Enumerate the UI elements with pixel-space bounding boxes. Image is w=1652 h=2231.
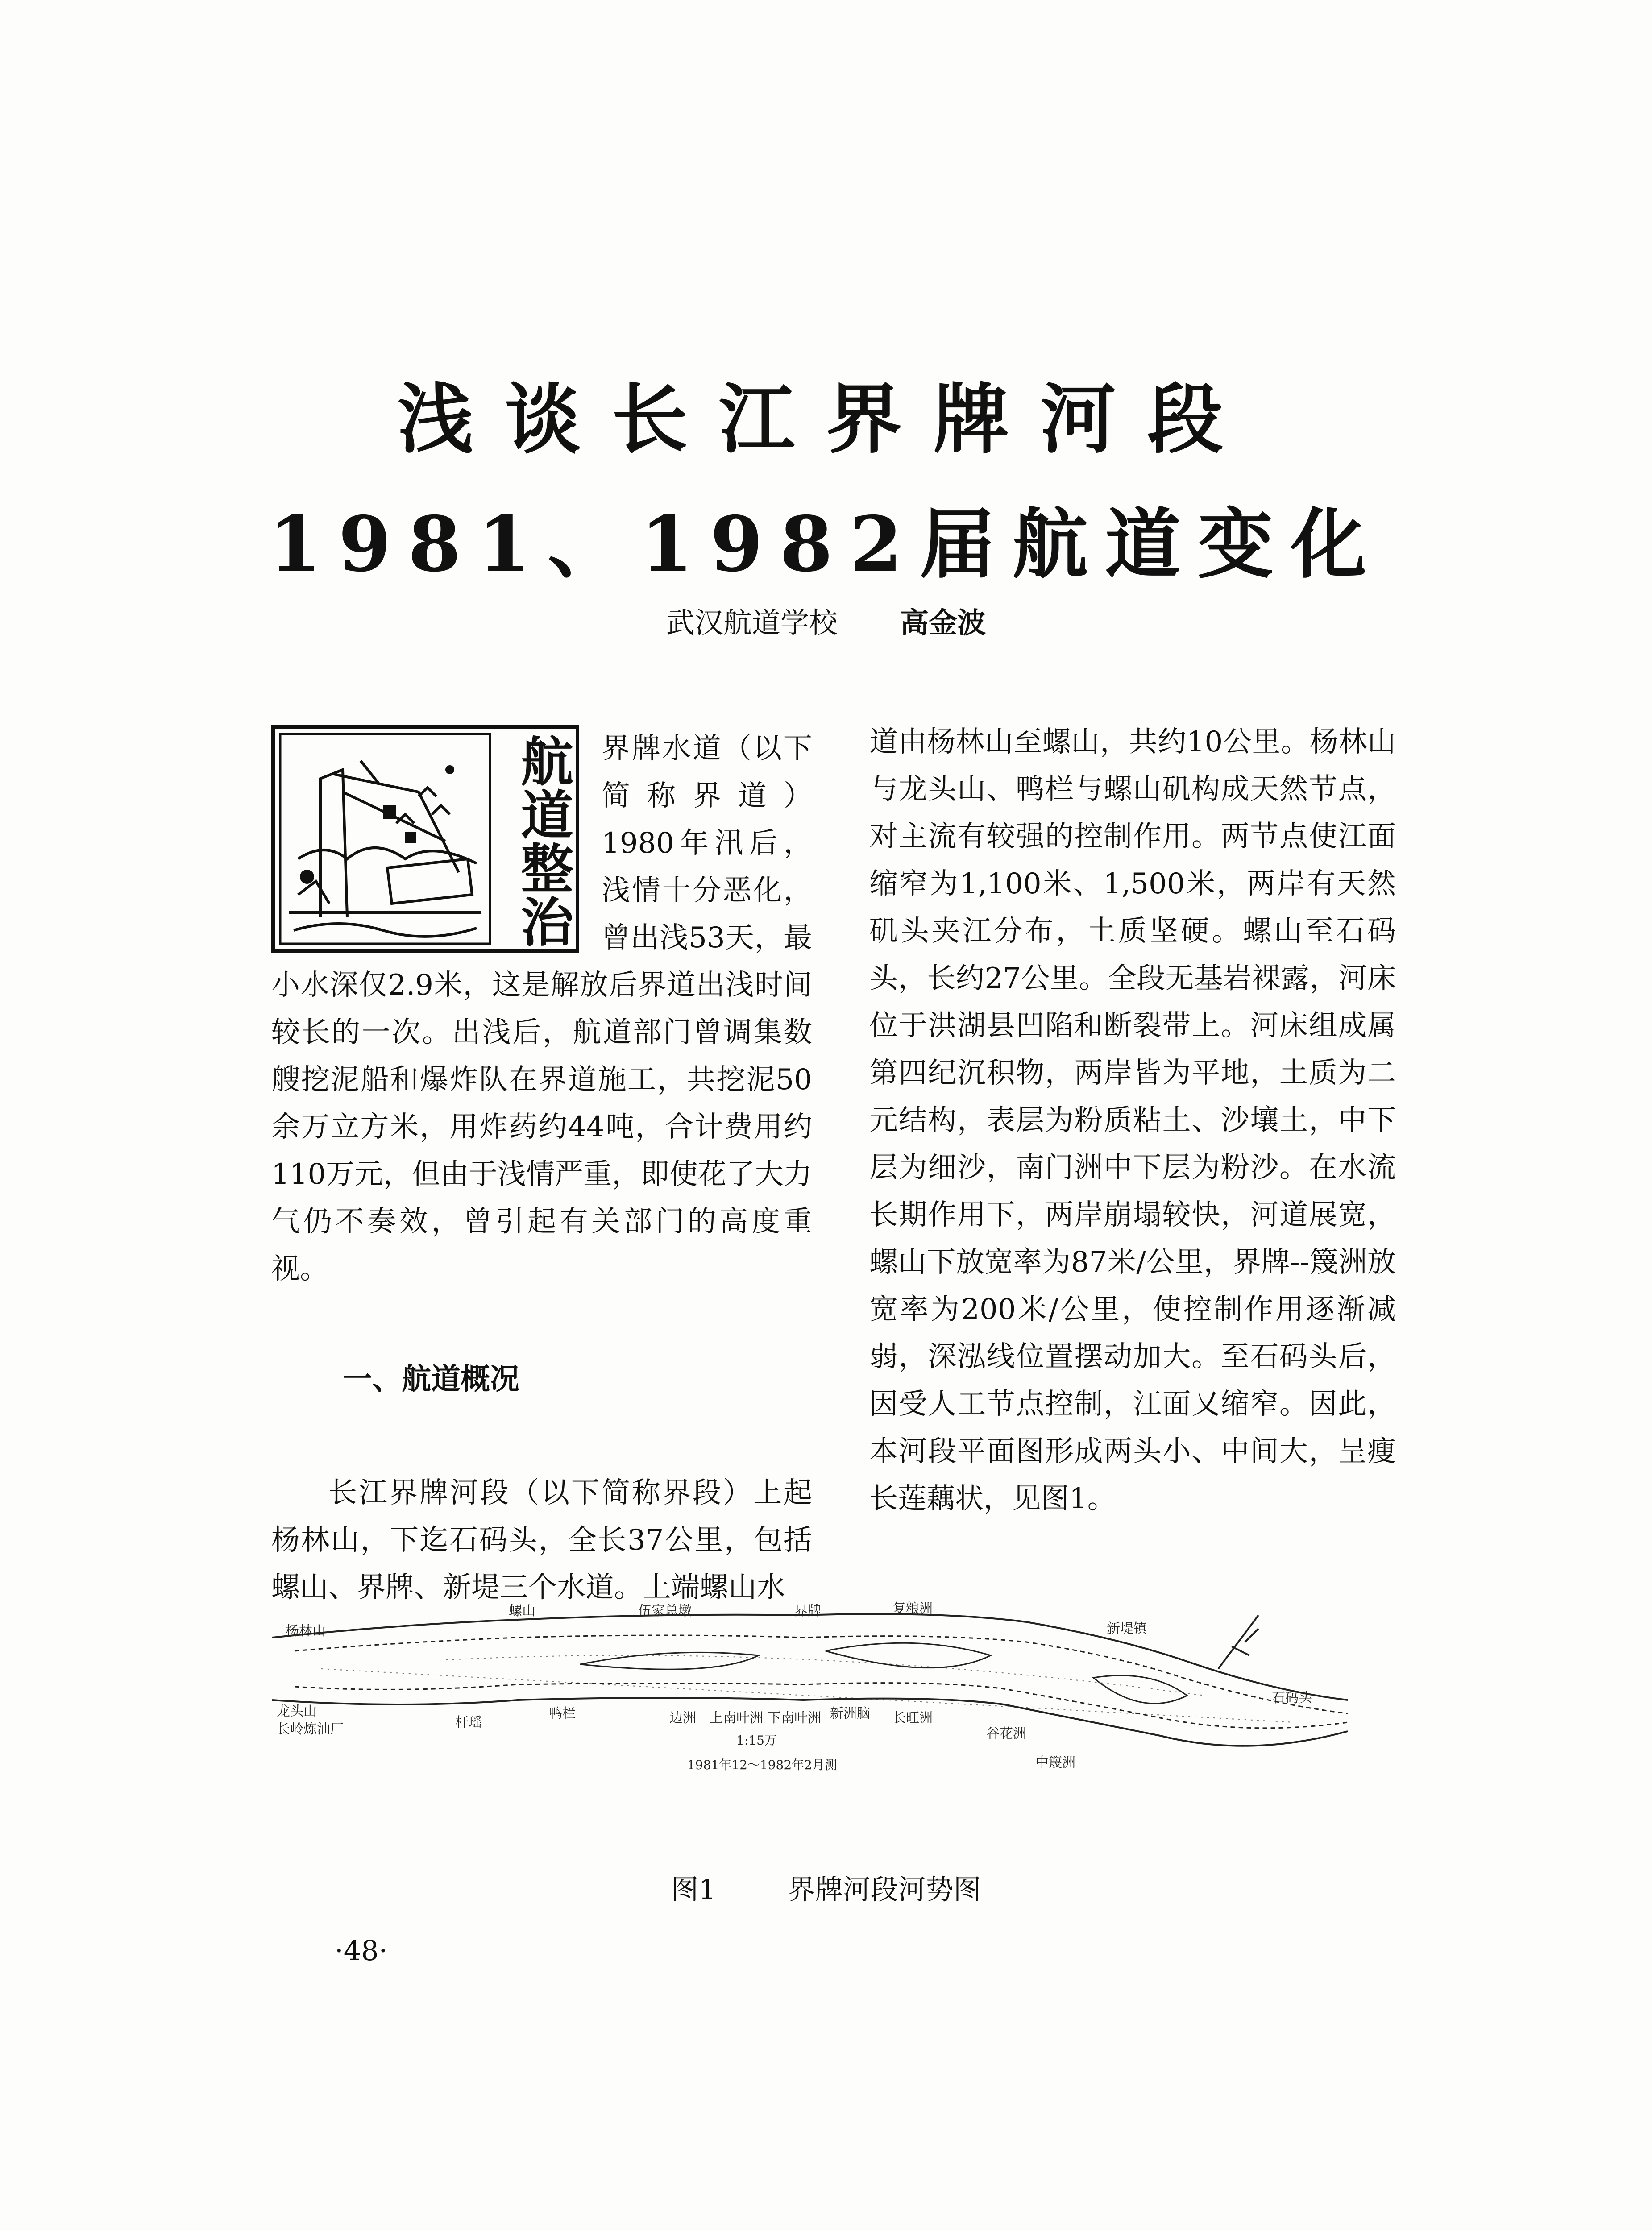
map-label-top: 界牌: [794, 1603, 821, 1619]
figure-caption: [0, 1867, 1652, 1907]
river-map: [268, 1588, 1352, 1789]
page-number: ·48·: [335, 1934, 388, 1967]
map-label-bottom: 龙头山: [277, 1704, 317, 1719]
map-label-bottom: 谷花洲: [986, 1726, 1026, 1742]
byline: [0, 606, 1652, 640]
intro-block: [271, 725, 812, 1293]
map-label-bottom: 石码头: [1272, 1690, 1312, 1706]
figure-number: 图1: [671, 1873, 716, 1906]
map-label-top: 杨林山: [286, 1623, 326, 1639]
map-label-top: 伍家总墩: [638, 1603, 692, 1619]
map-label-bottom: 长岭炼油厂: [277, 1721, 344, 1737]
paragraph-continued: 道由杨林山至螺山，共约10公里。杨林山与龙头山、鸭栏与螺山矶构成天然节点，对主流有较强的控制作用。两节点使江面缩窄为1,100米、1,500米，两岸有天然矶头夹江分布，土质坚硬。螺山至石码头，长约27公里。全段无基岩裸露，河床位于洪湖县凹陷和断裂带上。河床组成属第四纪沉积物，两岸皆为平地，土质为二元结构，表层为粉质粘土、沙壤土，中下层为细沙，南门洲中下层为粉沙。在水流长期作用下，两岸崩塌较快，河道展宽，螺山下放宽率为87米/公里，界牌--篾洲放宽率为200米/公里，使控制作用逐渐减弱，深泓线位置摆动加大。至石码头后，因受人工节点控制，江面又缩窄。因此，本河段平面图形成两头小、中间大，呈瘦长莲藕状，见图1。: [869, 726, 1396, 1515]
map-scale: 1:15万: [736, 1733, 777, 1748]
map-label-bottom: 上南叶洲: [710, 1710, 763, 1726]
right-column: [869, 718, 1396, 1522]
river-map-figure: [268, 1588, 1352, 1789]
paragraph-overview: 长江界牌河段（以下简称界段）上起杨林山，下迄石码头，全长37公里，包括螺山、界牌、新堤三个水道。上端螺山水: [271, 1476, 812, 1604]
map-label-bottom: 下南叶洲: [768, 1710, 821, 1726]
section-heading: 一、航道概况: [343, 1361, 519, 1396]
column-logo: [271, 725, 579, 953]
map-date-note: 1981年12～1982年2月测: [687, 1758, 837, 1772]
map-label-bottom: 鸭栏: [549, 1706, 576, 1721]
map-label-top: 复粮洲: [892, 1601, 933, 1617]
map-label-bottom: 长旺洲: [892, 1710, 933, 1726]
figure-title: 界牌河段河势图: [787, 1873, 981, 1906]
map-label-bottom: 中篾洲: [1035, 1755, 1075, 1771]
map-label-bottom: 新洲脑: [830, 1706, 870, 1721]
article-title-line1: 浅谈长江界牌河段: [397, 375, 1254, 464]
logo-text: 航道整治: [512, 734, 574, 948]
left-column: [271, 725, 812, 1611]
author-name: 高金波: [900, 606, 986, 640]
intro-paragraph: 界牌水道（以下简称界道）1980年汛后，浅情十分恶化，曾出浅53天，最小水深仅2.9米，这是解放后界道出浅时间较长的一次。出浅后，航道部门曾调集数艘挖泥船和爆炸队在界道施工，共挖泥50余万立方米，用炸药约44吨，合计费用约110万元，但由于浅情严重，即使花了大力气仍不奏效，曾引起有关部门的高度重视。: [271, 732, 812, 1286]
article-title-line2: 1981、1982届航道变化: [268, 500, 1384, 589]
map-label-top: 新堤镇: [1107, 1621, 1147, 1637]
author-affiliation: 武汉航道学校: [666, 607, 838, 640]
map-label-bottom: 杆瑶: [455, 1715, 482, 1730]
map-label-top: 螺山: [509, 1603, 535, 1619]
map-label-bottom: 边洲: [669, 1710, 696, 1726]
